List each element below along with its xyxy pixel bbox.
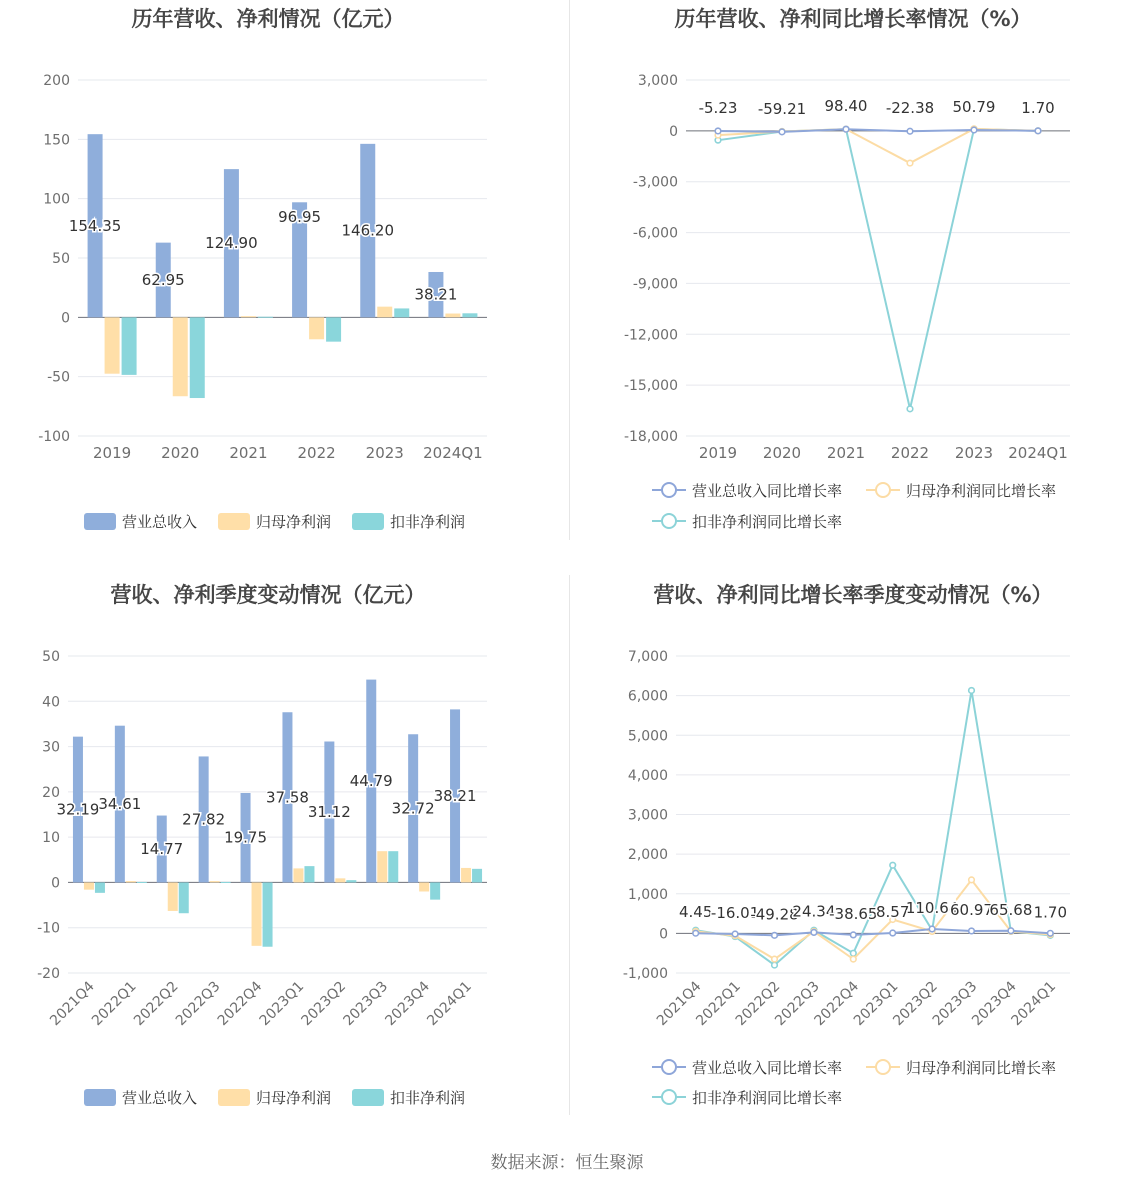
x-tick-label: 2021: [229, 444, 268, 462]
legend-swatch: [84, 1089, 116, 1106]
data-label: 146.20: [341, 221, 394, 240]
data-label: -16.01: [710, 904, 760, 923]
series-point: [1035, 128, 1041, 134]
bar-deducted-profit: [472, 869, 482, 883]
series-point: [851, 950, 857, 956]
y-tick-label: -18,000: [623, 429, 678, 445]
bar-net-profit: [293, 868, 303, 882]
series-point: [772, 933, 778, 939]
bar-deducted-profit: [462, 313, 477, 317]
series-point: [811, 930, 817, 936]
series-point: [772, 962, 778, 968]
x-tick-label: 2021Q4: [653, 978, 705, 1030]
y-tick-label: -6,000: [632, 225, 678, 242]
bar-deducted-profit: [304, 866, 314, 882]
y-tick-label: 0: [669, 123, 678, 140]
legend-marker: [662, 483, 676, 497]
legend-marker: [662, 514, 676, 528]
y-tick-label: 50: [52, 251, 70, 267]
annual-growth-rate-chart: [570, 0, 1134, 560]
data-label: 19.75: [224, 828, 268, 847]
series-point: [907, 128, 913, 134]
x-tick-label: 2022Q1: [693, 978, 744, 1030]
y-tick-label: 1,000: [627, 886, 668, 903]
y-tick-label: 200: [43, 73, 70, 89]
bar-net-profit: [241, 316, 256, 317]
series-point: [969, 928, 975, 934]
series-point: [732, 931, 738, 937]
data-label: 50.79: [952, 97, 996, 116]
data-label: 4.45: [678, 903, 713, 922]
y-tick-label: -100: [38, 429, 70, 445]
data-label: 1.70: [1033, 903, 1068, 922]
series-point: [772, 956, 778, 962]
x-tick-label: 2019: [698, 444, 738, 462]
series-point: [969, 688, 975, 694]
legend-label: 营业总收入: [122, 1089, 198, 1107]
x-tick-label: 2024Q1: [424, 978, 475, 1030]
data-label: 32.19: [56, 800, 100, 819]
data-source-note: 数据来源：恒生聚源: [490, 1153, 644, 1173]
x-tick-label: 2023Q1: [256, 978, 308, 1030]
bar-deducted-profit: [394, 308, 409, 317]
x-tick-label: 2023Q2: [298, 978, 350, 1030]
chart-title: 营收、净利季度变动情况（亿元）: [110, 583, 426, 607]
data-label: 44.79: [349, 772, 393, 791]
bar-net-profit: [377, 307, 392, 318]
bar-net-profit: [105, 317, 120, 373]
x-tick-label: 2024Q1: [1008, 978, 1060, 1030]
data-label: 60.97: [950, 900, 993, 919]
y-tick-label: 6,000: [627, 688, 668, 705]
bar-net-profit: [210, 881, 220, 882]
legend-marker: [662, 1060, 676, 1074]
bar-deducted-profit: [179, 882, 189, 913]
x-tick-label: 2022Q4: [811, 978, 863, 1030]
legend-swatch: [352, 513, 384, 530]
series-point: [851, 956, 857, 962]
legend-label: 归母净利润: [256, 513, 332, 531]
y-tick-label: 5,000: [627, 728, 668, 745]
legend-label: 归母净利润同比增长率: [906, 1059, 1057, 1077]
x-tick-label: 2020: [762, 444, 802, 462]
series-point: [890, 930, 896, 936]
x-tick-label: 2021: [826, 444, 866, 462]
data-label: -59.21: [757, 99, 807, 118]
x-tick-label: 2022Q2: [732, 978, 784, 1030]
legend-label: 营业总收入同比增长率: [692, 1059, 843, 1077]
y-tick-label: -12,000: [623, 327, 678, 344]
y-tick-label: -15,000: [623, 378, 678, 395]
data-label: 65.68: [989, 900, 1033, 919]
data-label: 1.70: [1021, 98, 1055, 117]
data-label: -5.23: [698, 98, 738, 117]
legend-label: 扣非净利润同比增长率: [692, 1089, 843, 1107]
chart-title: 历年营收、净利同比增长率情况（%）: [674, 7, 1032, 31]
legend-label: 归母净利润: [256, 1089, 332, 1107]
series-point: [715, 128, 721, 134]
x-tick-label: 2021Q4: [47, 978, 98, 1030]
x-tick-label: 2023Q4: [382, 978, 433, 1030]
series-point: [693, 930, 699, 936]
series-point: [969, 877, 975, 883]
y-tick-label: 100: [43, 191, 70, 208]
bar-net-profit: [309, 317, 324, 339]
legend-swatch: [218, 513, 250, 530]
y-tick-label: 4,000: [627, 767, 668, 784]
bar-deducted-profit: [190, 317, 205, 398]
y-tick-label: -9,000: [632, 276, 678, 293]
data-label: 124.90: [205, 234, 258, 253]
data-label: 8.57: [875, 903, 910, 922]
x-tick-label: 2023Q4: [969, 978, 1020, 1030]
y-tick-label: 3,000: [627, 807, 668, 824]
data-label: 37.58: [265, 788, 309, 807]
data-label: 110.64: [905, 898, 959, 917]
x-tick-label: 2022Q3: [172, 978, 224, 1030]
series-point: [843, 126, 849, 132]
y-tick-label: -50: [47, 369, 70, 386]
bar-net-profit: [461, 868, 471, 882]
legend-swatch: [84, 513, 116, 530]
x-tick-label: 2022Q4: [214, 978, 266, 1030]
series-point: [851, 932, 857, 938]
bar-net-profit: [168, 882, 178, 911]
y-tick-label: 0: [61, 310, 70, 327]
x-tick-label: 2020: [161, 444, 200, 462]
data-label: 31.12: [307, 802, 351, 821]
series-point: [890, 862, 896, 868]
bar-net-profit: [84, 882, 94, 889]
y-tick-label: 40: [42, 694, 60, 711]
bar-deducted-profit: [95, 882, 105, 892]
data-label: 38.21: [433, 786, 477, 805]
legend-label: 归母净利润同比增长率: [906, 482, 1057, 500]
y-tick-label: 50: [42, 649, 60, 665]
legend-label: 扣非净利润: [390, 513, 466, 531]
chart-title: 营收、净利同比增长率季度变动情况（%）: [653, 583, 1053, 607]
x-tick-label: 2023: [954, 444, 994, 462]
data-label: 24.34: [792, 902, 836, 921]
y-tick-label: -1,000: [622, 966, 668, 982]
legend-marker: [876, 1060, 890, 1074]
series-point: [907, 406, 913, 412]
series-point: [929, 926, 935, 932]
bar-deducted-profit: [137, 882, 147, 883]
y-tick-label: 10: [42, 830, 60, 847]
series-line-deducted-profit-growth: [718, 129, 1038, 409]
bar-deducted-profit: [258, 317, 273, 318]
data-label: 32.72: [391, 799, 435, 818]
y-tick-label: 20: [42, 784, 60, 801]
x-tick-label: 2024Q1: [1008, 444, 1068, 462]
legend-marker: [662, 1090, 676, 1104]
data-label: 62.95: [141, 270, 185, 289]
bar-net-profit: [126, 881, 136, 882]
legend-label: 扣非净利润: [390, 1089, 466, 1107]
data-label: 98.40: [824, 97, 868, 116]
x-tick-label: 2024Q1: [423, 444, 483, 462]
series-point: [971, 127, 977, 133]
x-tick-label: 2023Q2: [890, 978, 941, 1030]
data-label: 27.82: [182, 810, 226, 829]
bar-deducted-profit: [263, 882, 273, 946]
y-tick-label: 3,000: [637, 73, 678, 89]
x-tick-label: 2019: [92, 444, 132, 462]
x-tick-label: 2022: [297, 444, 336, 462]
bar-net-profit: [173, 317, 188, 396]
y-tick-label: 150: [43, 132, 70, 149]
bar-net-profit: [335, 878, 345, 882]
series-point: [907, 160, 913, 166]
legend-label: 营业总收入同比增长率: [692, 482, 843, 500]
y-tick-label: -20: [37, 966, 60, 982]
bar-net-profit: [377, 851, 387, 882]
data-label: 96.95: [278, 207, 322, 226]
x-tick-label: 2022Q2: [130, 978, 182, 1030]
series-point: [1048, 931, 1054, 937]
annual-revenue-profit-chart: [0, 0, 568, 560]
y-tick-label: 0: [51, 875, 60, 892]
y-tick-label: 0: [659, 926, 668, 943]
bar-net-profit: [419, 882, 429, 891]
series-line-revenue-growth: [696, 929, 1051, 935]
x-tick-label: 2022Q1: [89, 978, 140, 1030]
x-tick-label: 2023Q3: [929, 978, 981, 1030]
y-tick-label: 30: [42, 739, 60, 756]
y-tick-label: -3,000: [632, 174, 678, 191]
quarterly-revenue-profit-chart: [0, 570, 568, 1130]
data-label: -49.28: [750, 905, 799, 924]
y-tick-label: 2,000: [627, 847, 668, 864]
series-point: [779, 129, 785, 135]
bar-deducted-profit: [326, 317, 341, 341]
legend-swatch: [352, 1089, 384, 1106]
series-point: [1008, 928, 1014, 934]
legend-label: 营业总收入: [122, 513, 198, 531]
x-tick-label: 2022Q3: [772, 978, 823, 1030]
quarterly-growth-rate-chart: [570, 570, 1134, 1130]
x-tick-label: 2023Q1: [850, 978, 902, 1030]
data-label: -38.65: [829, 904, 878, 923]
legend-label: 扣非净利润同比增长率: [692, 513, 843, 531]
y-tick-label: 7,000: [627, 649, 668, 665]
legend-swatch: [218, 1089, 250, 1106]
data-label: 38.21: [414, 285, 458, 304]
legend-marker: [876, 483, 890, 497]
y-tick-label: -10: [37, 920, 60, 937]
bar-net-profit: [252, 882, 262, 945]
chart-title: 历年营收、净利情况（亿元）: [131, 7, 405, 31]
bar-deducted-profit: [346, 880, 356, 882]
bar-deducted-profit: [221, 882, 231, 883]
data-label: 154.35: [68, 216, 122, 235]
data-label: 14.77: [140, 839, 184, 858]
x-tick-label: 2023: [365, 444, 404, 462]
bar-deducted-profit: [388, 851, 398, 882]
data-label: 34.61: [98, 795, 142, 814]
bar-deducted-profit: [430, 882, 440, 899]
x-tick-label: 2023Q3: [340, 978, 392, 1030]
bar-deducted-profit: [122, 317, 137, 375]
x-tick-label: 2022: [890, 444, 930, 462]
series-line-deducted-profit-growth: [696, 690, 1051, 965]
bar-net-profit: [445, 314, 460, 318]
data-label: -22.38: [885, 99, 935, 118]
